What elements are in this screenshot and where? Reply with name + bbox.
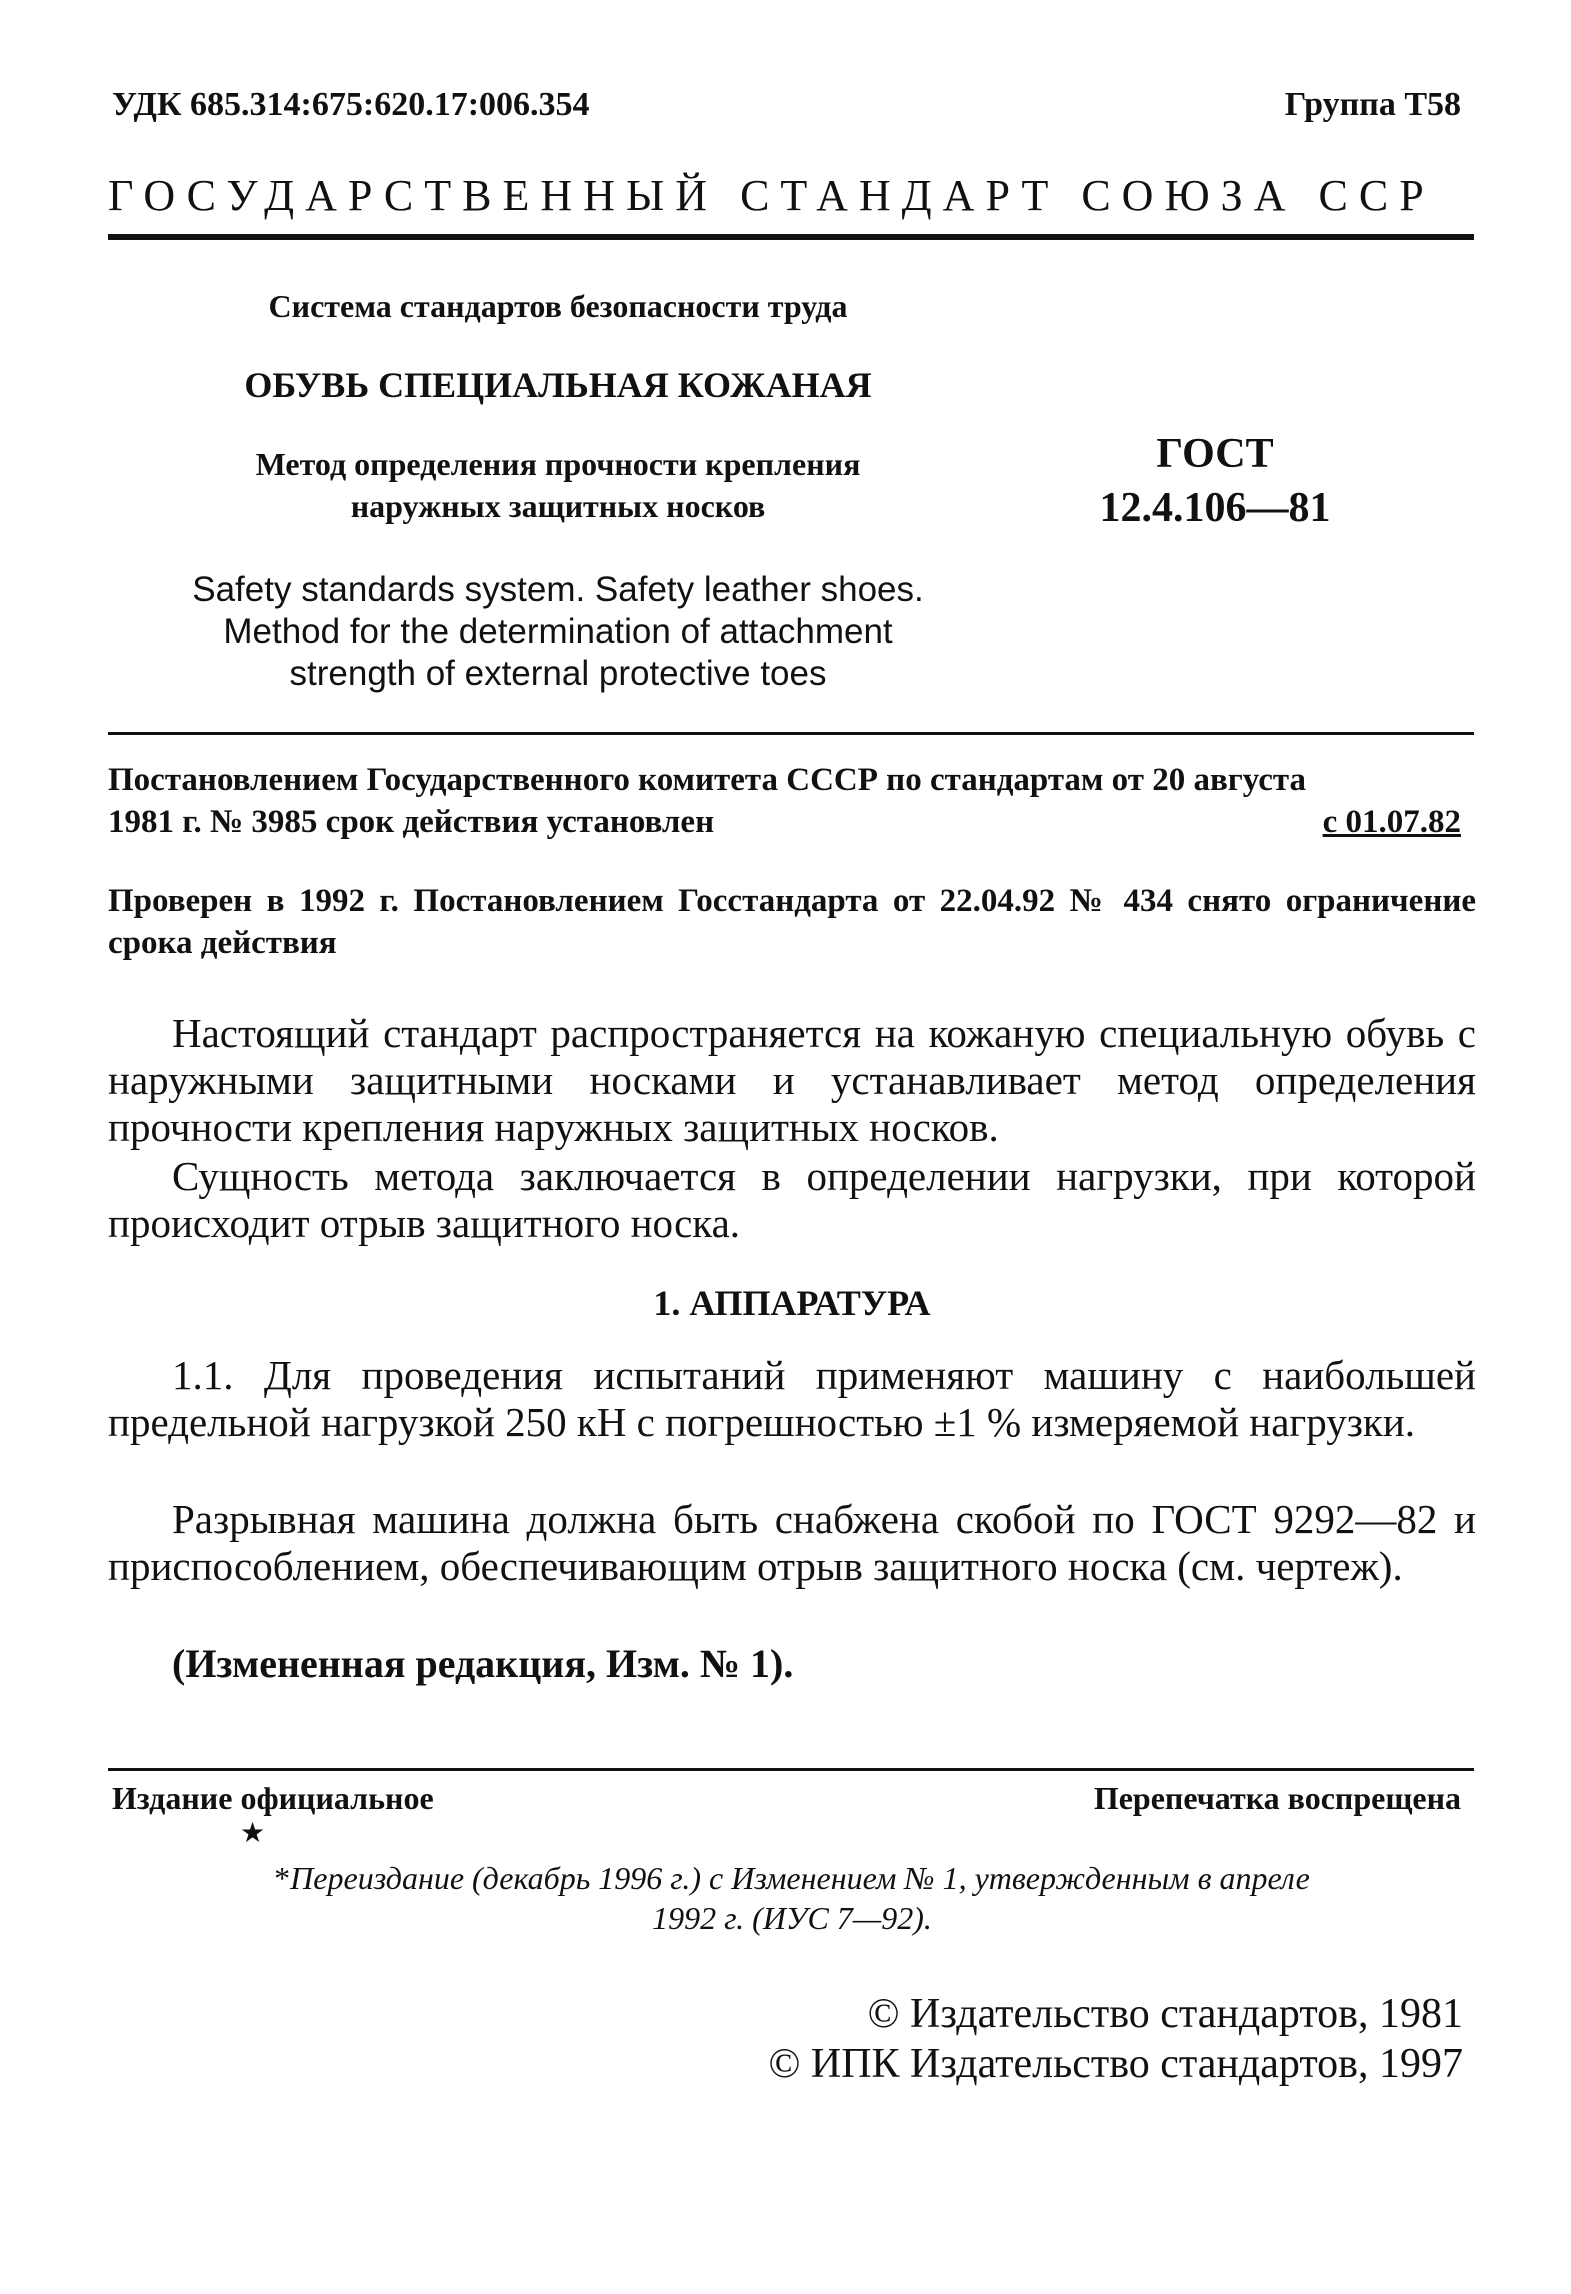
section1-paragraph-1: 1.1. Для проведения испытаний применяют машину с наибольшей предельной нагрузкой 250 кН с погрешностью ±1 % измеряемой нагрузки. <box>108 1352 1476 1445</box>
footnote-line1 <box>108 1860 1476 1897</box>
header-rule-thick <box>108 234 1474 240</box>
state-standard-banner: ГОСУДАРСТВЕННЫЙ СТАНДАРТ СОЮЗА ССР <box>108 171 1435 220</box>
verified-note: Проверен в 1992 г. Постановлением Госстандарта от 22.04.92 № 434 снято ограничение срока действия <box>108 883 1476 961</box>
standards-system: Система стандартов безопасности труда <box>268 288 848 324</box>
method-title-line2: наружных защитных носков <box>350 488 766 524</box>
footer-rule <box>108 1768 1474 1771</box>
english-title-line2: Method for the determination of attachment <box>223 612 893 651</box>
decree-date: с 01.07.82 <box>1322 804 1461 840</box>
footnote-mark: * <box>274 1860 291 1896</box>
copyright-1997: © ИПК Издательство стандартов, 1997 <box>768 2041 1463 2087</box>
reprint-prohibited: Перепечатка воспрещена <box>1093 1780 1461 1816</box>
gost-number: 12.4.106—81 <box>1099 485 1331 531</box>
decree-line2: 1981 г. № 3985 срок действия установлен <box>108 804 715 840</box>
udk-code: УДК 685.314:675:620.17:006.354 <box>112 86 590 123</box>
product-title: ОБУВЬ СПЕЦИАЛЬНАЯ КОЖАНАЯ <box>244 365 872 405</box>
amendment-note: (Измененная редакция, Изм. № 1). <box>172 1641 794 1686</box>
method-title-line1: Метод определения прочности крепления <box>255 446 861 482</box>
star-icon: ★ <box>240 1818 266 1849</box>
decree-line1: Постановлением Государственного комитета СССР по стандартам от 20 августа <box>108 762 1306 798</box>
english-title-line1: Safety standards system. Safety leather shoes. <box>192 570 924 609</box>
footnote-text-1: Переиздание (декабрь 1996 г.) с Изменением № 1, утвержденным в апреле <box>290 1860 1310 1896</box>
section-heading: 1. АППАРАТУРА <box>653 1283 931 1323</box>
english-title-line3: strength of external protective toes <box>289 654 827 693</box>
section1-paragraph-2: Разрывная машина должна быть снабжена скобой по ГОСТ 9292—82 и приспособлением, обеспечивающим отрыв защитного носка (см. чертеж). <box>108 1496 1476 1589</box>
footnote-line2: 1992 г. (ИУС 7—92). <box>652 1900 932 1936</box>
gost-label: ГОСТ <box>1156 431 1274 477</box>
copyright-1981: © Издательство стандартов, 1981 <box>867 1991 1463 2037</box>
official-edition: Издание официальное <box>112 1780 434 1816</box>
intro-paragraph-2: Сущность метода заключается в определении нагрузки, при которой происходит отрыв защитного носка. <box>108 1153 1476 1246</box>
group-code: Группа Т58 <box>1284 86 1461 123</box>
intro-paragraph-1: Настоящий стандарт распространяется на кожаную специальную обувь с наружными защитными носками и устанавливает метод определения прочности крепления наружных защитных носков. <box>108 1010 1476 1150</box>
title-rule <box>108 732 1474 735</box>
